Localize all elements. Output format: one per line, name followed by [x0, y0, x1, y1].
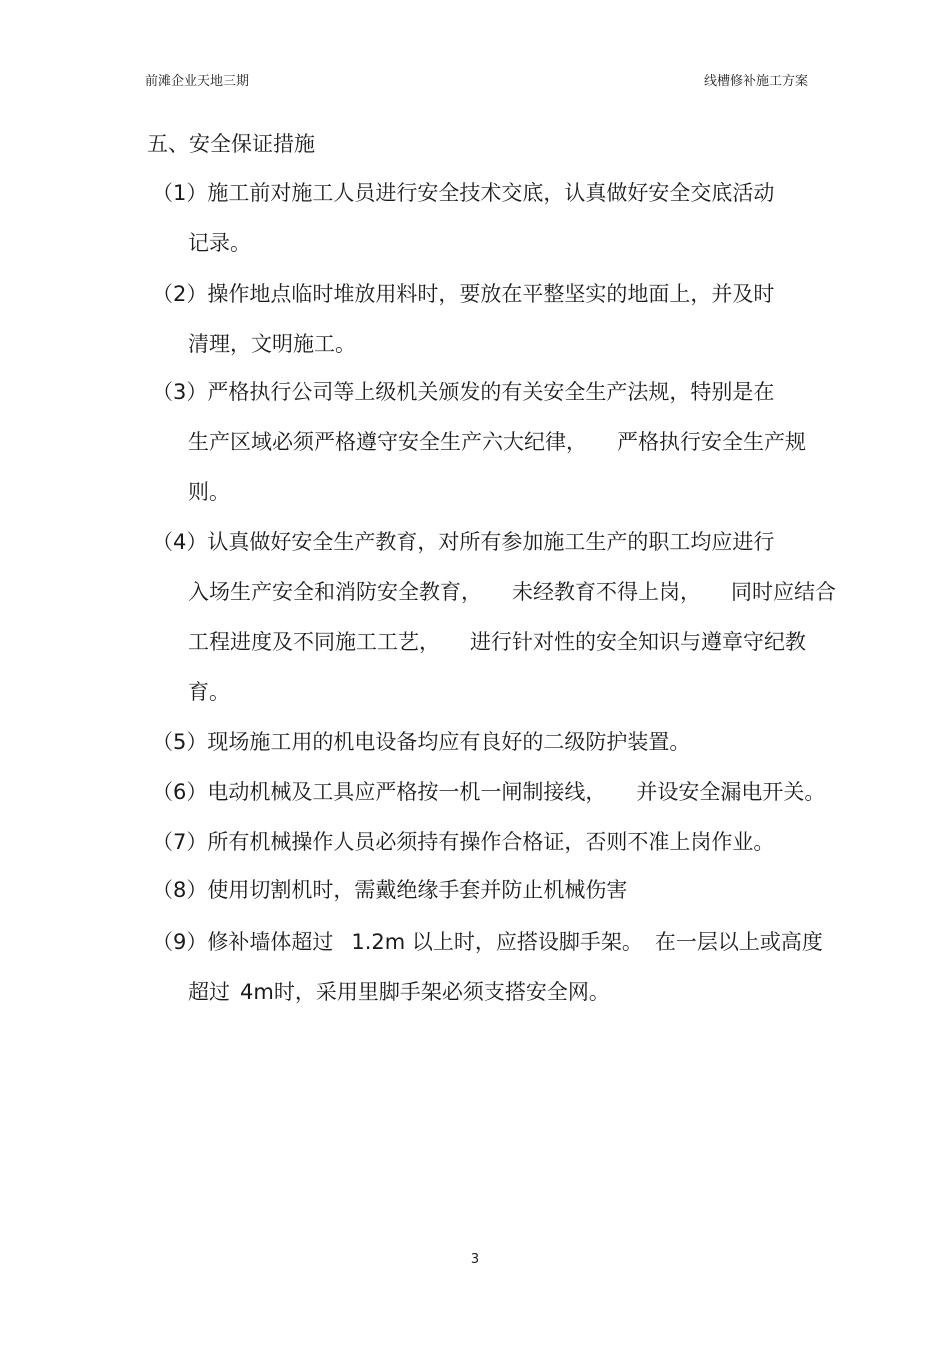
- item-line: （2）操作地点临时堆放用料时，要放在平整坚实的地面上，并及时: [152, 282, 775, 306]
- item-line: 清理，文明施工。: [188, 332, 356, 356]
- item-line-segment: （6）电动机械及工具应严格按一机一闸制接线，: [152, 780, 607, 804]
- item-line-segment: 未经教育不得上岗，: [512, 580, 701, 604]
- list-item-9: [152, 929, 823, 1029]
- item-line: （4）认真做好安全生产教育，对所有参加施工生产的职工均应进行: [152, 530, 775, 554]
- item-line: （1）施工前对施工人员进行安全技术交底，认真做好安全交底活动: [152, 181, 775, 205]
- list-item-8: [152, 877, 812, 927]
- item-line: [152, 929, 823, 979]
- header-document-title: 线槽修补施工方案: [703, 74, 808, 89]
- item-line: （7）所有机械操作人员必须持有操作合格证，否则不准上岗作业。: [152, 830, 775, 854]
- item-line-segment: （9）修补墙体超过: [152, 930, 334, 954]
- item-line: 记录。: [188, 231, 251, 255]
- section-title: 五、安全保证措施: [147, 132, 315, 156]
- list-item-1: [152, 180, 812, 280]
- item-line: 则。: [188, 480, 230, 504]
- item-line: [152, 779, 826, 829]
- item-line: 育。: [188, 680, 230, 704]
- item-line-segment: 工程进度及不同施工工艺，: [188, 630, 440, 654]
- item-line-segment: 超过: [188, 980, 230, 1004]
- item-line: [152, 629, 812, 679]
- item-line-segment: 并设安全漏电开关。: [636, 780, 826, 804]
- item-line-segment: 生产区域必须严格遵守安全生产六大纪律，: [188, 430, 587, 454]
- item-line: （5）现场施工用的机电设备均应有良好的二级防护装置。: [152, 730, 691, 754]
- list-item-7: [152, 829, 812, 879]
- item-line: （3）严格执行公司等上级机关颁发的有关安全生产法规，特别是在: [152, 380, 775, 404]
- list-item-4: [152, 529, 836, 729]
- item-line-segment: 入场生产安全和消防安全教育，: [188, 580, 482, 604]
- item-line: [152, 579, 836, 629]
- item-line-segment: 4m时，采用里脚手架必须支搭安全网。: [240, 980, 610, 1004]
- item-line-segment: 进行针对性的安全知识与遵章守纪教: [470, 630, 806, 654]
- list-item-6: [152, 779, 826, 829]
- list-item-5: [152, 729, 812, 779]
- list-item-3: [152, 379, 812, 529]
- item-line: [152, 979, 812, 1029]
- item-line-segment: 1.2m 以上时，应搭设脚手架。: [351, 930, 643, 954]
- item-line-segment: 严格执行安全生产规: [617, 430, 806, 454]
- list-item-2: [152, 281, 812, 381]
- item-line: [152, 429, 812, 479]
- header-project-name: 前滩企业天地三期: [145, 74, 250, 89]
- item-line: （8）使用切割机时，需戴绝缘手套并防止机械伤害: [152, 878, 628, 902]
- page-number: 3: [470, 1252, 480, 1267]
- item-line-segment: 在一层以上或高度: [654, 930, 823, 954]
- item-line-segment: 同时应结合: [731, 580, 836, 604]
